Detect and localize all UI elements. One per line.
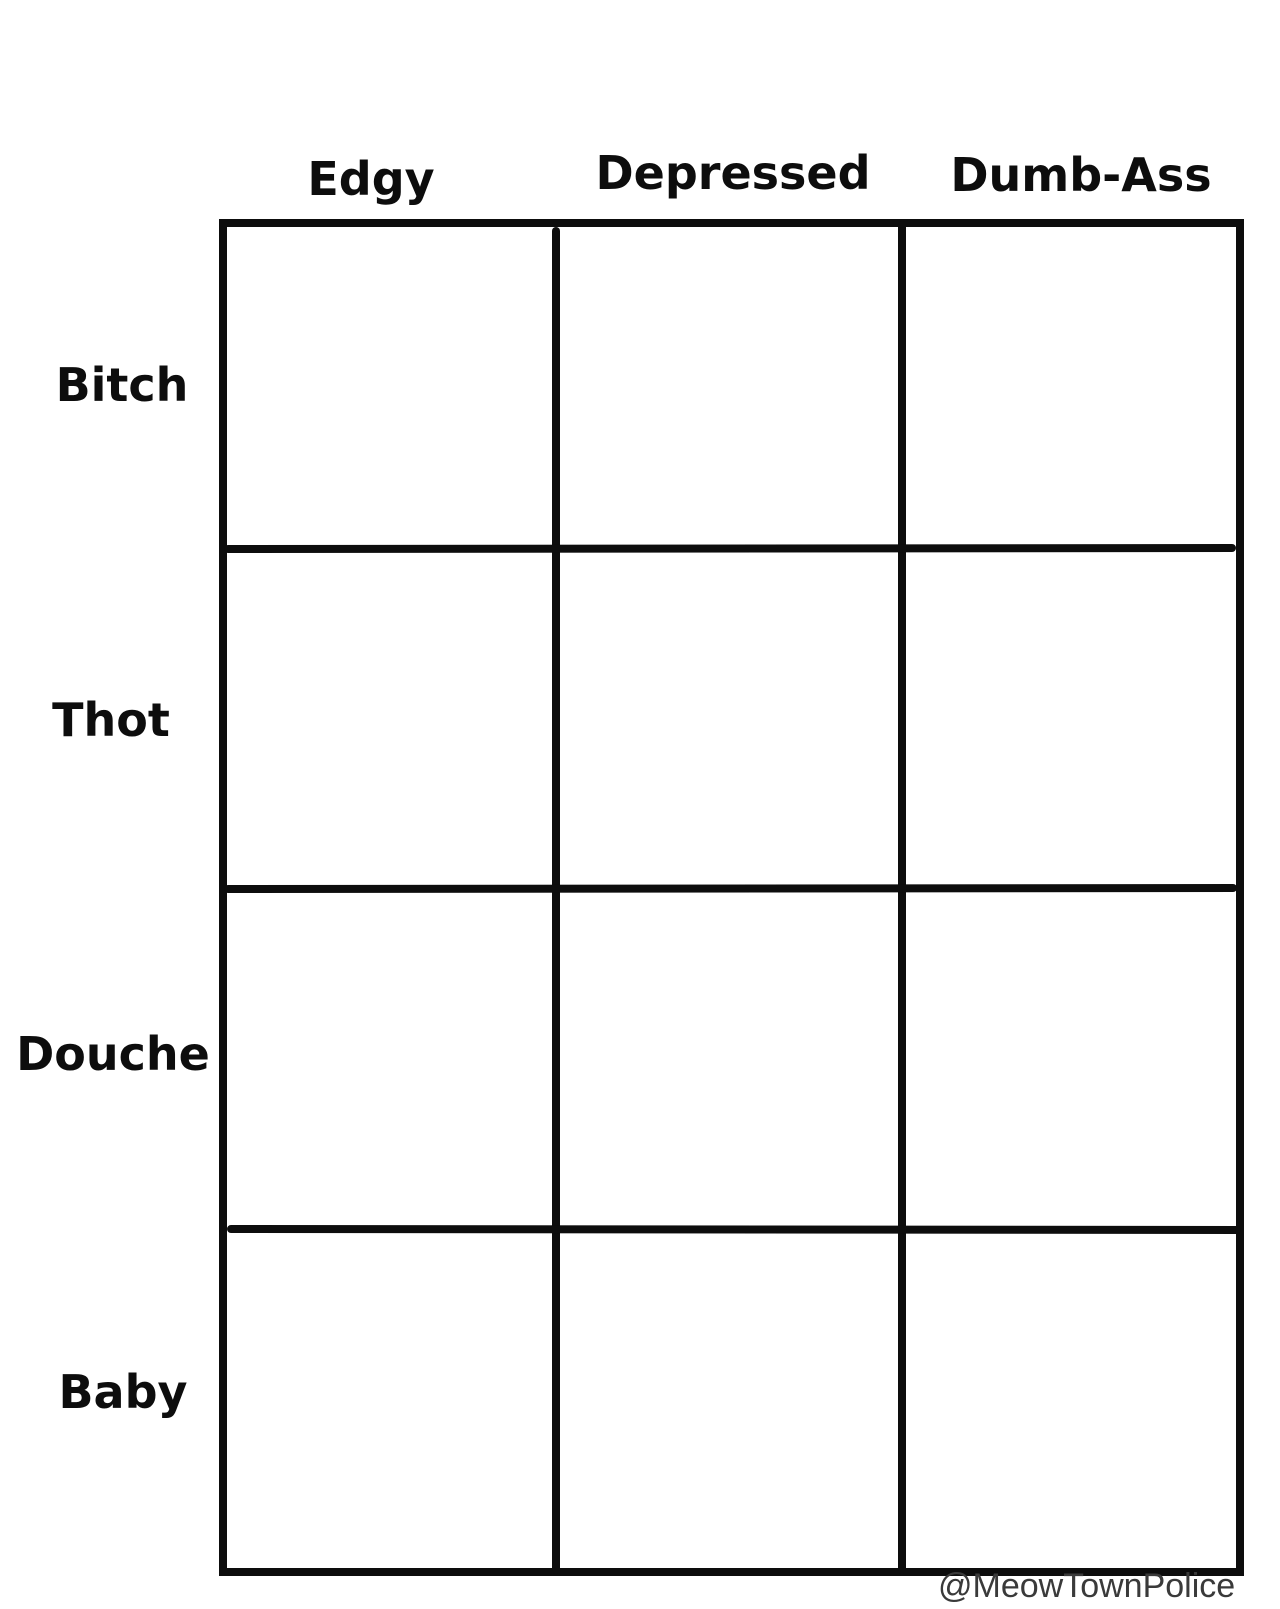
column-header-depressed: Depressed <box>595 146 871 200</box>
cell-thot-edgy[interactable] <box>228 552 554 882</box>
grid-horizontal-line-2 <box>228 888 1233 889</box>
cell-baby-depressed[interactable] <box>558 1234 900 1566</box>
cell-thot-dumb-ass[interactable] <box>904 552 1236 882</box>
cell-baby-dumb-ass[interactable] <box>904 1234 1236 1566</box>
cell-thot-depressed[interactable] <box>558 552 900 882</box>
grid-horizontal-line-1 <box>228 548 1232 549</box>
row-header-douche: Douche <box>16 1027 210 1081</box>
column-header-edgy: Edgy <box>307 152 435 206</box>
cell-douche-edgy[interactable] <box>228 892 554 1222</box>
cell-bitch-dumb-ass[interactable] <box>904 228 1236 546</box>
column-header-dumb-ass: Dumb-Ass <box>950 148 1212 202</box>
row-header-baby: Baby <box>58 1365 188 1419</box>
watermark-credit: @MeowTownPolice <box>938 1567 1236 1605</box>
cell-bitch-edgy[interactable] <box>228 228 554 546</box>
cell-douche-depressed[interactable] <box>558 892 900 1222</box>
grid-horizontal-line-3 <box>231 1229 1237 1230</box>
row-header-bitch: Bitch <box>55 358 189 412</box>
cell-douche-dumb-ass[interactable] <box>904 892 1236 1222</box>
cell-bitch-depressed[interactable] <box>558 228 900 546</box>
cell-baby-edgy[interactable] <box>228 1234 554 1566</box>
row-header-thot: Thot <box>52 693 170 747</box>
